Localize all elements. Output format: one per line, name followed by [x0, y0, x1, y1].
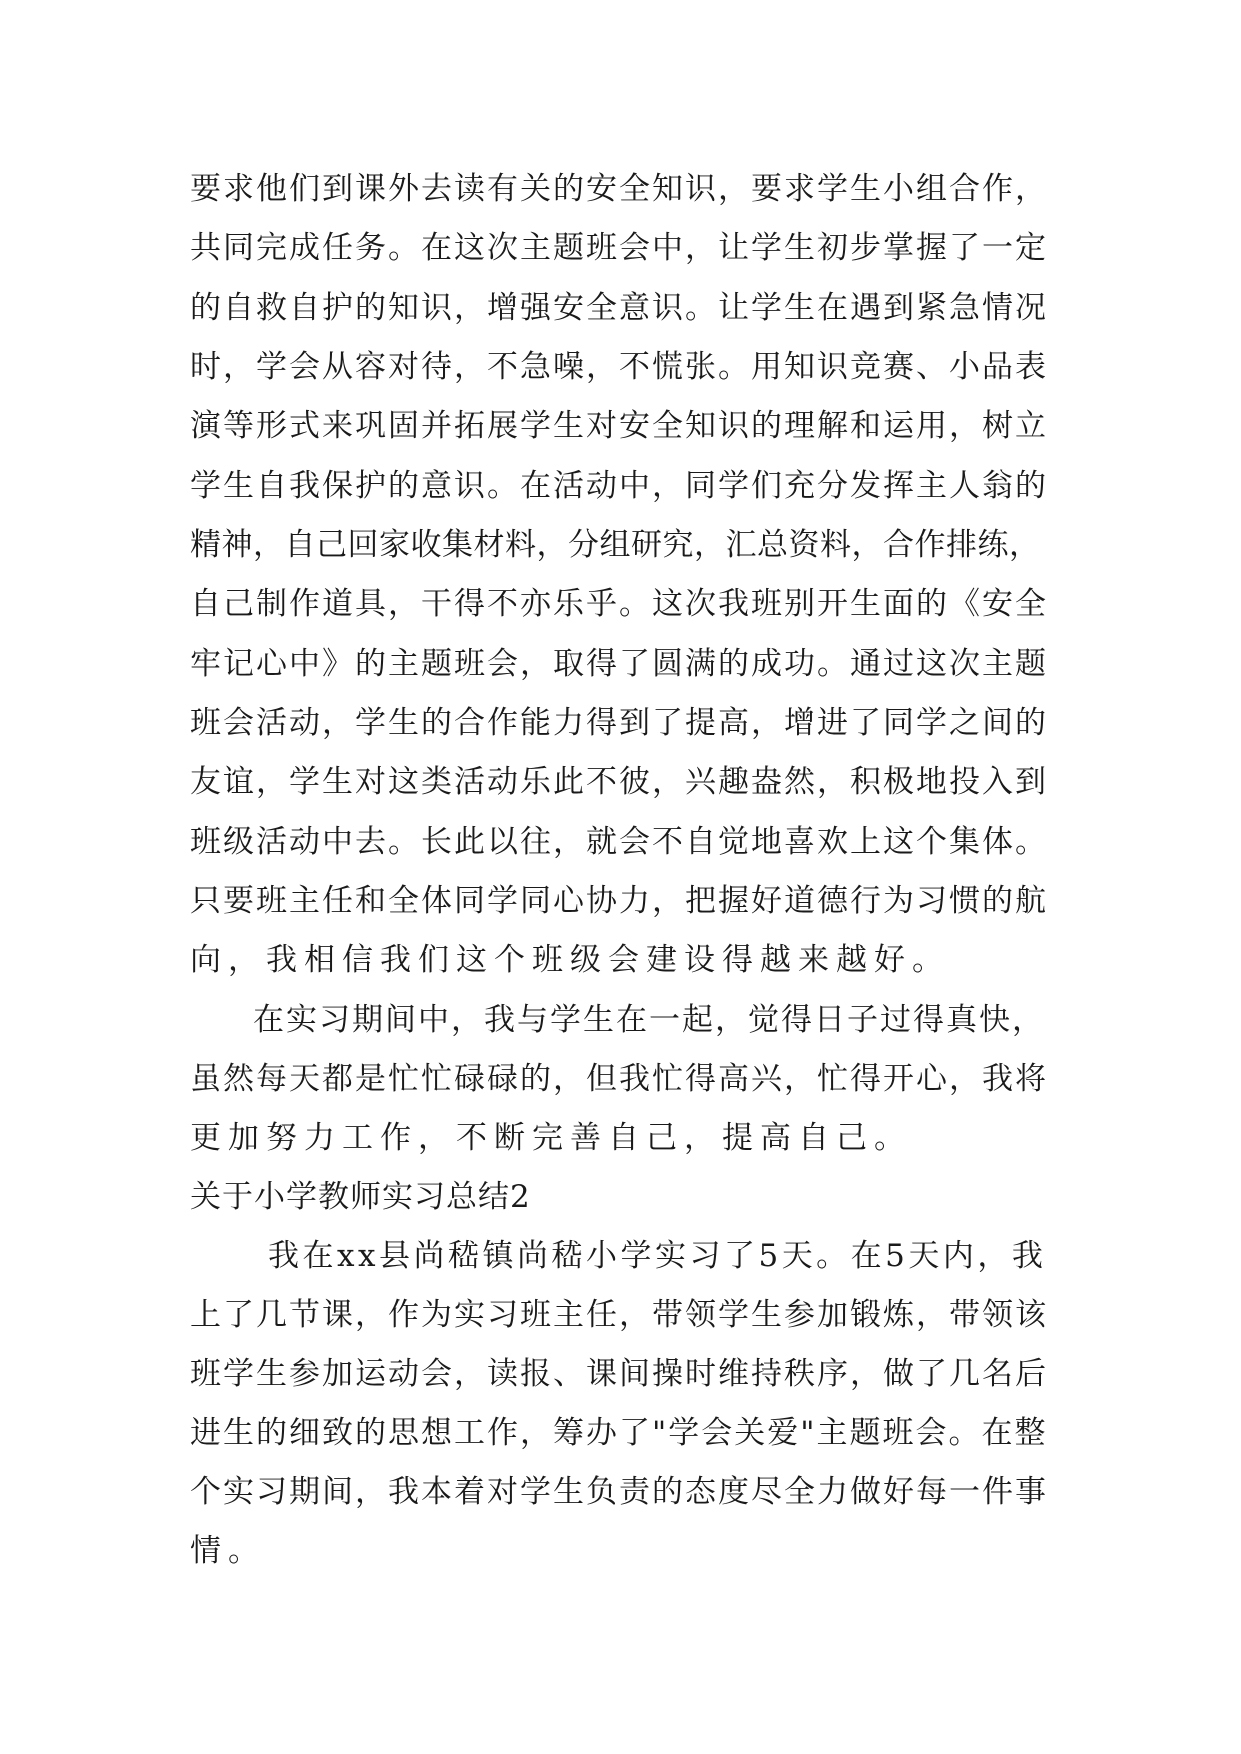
text-line: 更加努力工作，不断完善自己，提高自己。 [190, 1120, 912, 1156]
text-line: 个实习期间，我本着对学生负责的态度尽全力做好每一件事 [190, 1474, 1048, 1510]
text-line: 友谊，学生对这类活动乐此不彼，兴趣盎然，积极地投入到 [190, 764, 1048, 800]
text-line: 时，学会从容对待，不急噪，不慌张。用知识竞赛、小品表 [190, 349, 1048, 385]
text-line: 在实习期间中，我与学生在一起，觉得日子过得真快， [253, 1002, 1045, 1038]
section-heading: 关于小学教师实习总结2 [190, 1179, 531, 1215]
text-line: 共同完成任务。在这次主题班会中，让学生初步掌握了一定 [190, 230, 1048, 266]
text-line: 虽然每天都是忙忙碌碌的，但我忙得高兴，忙得开心，我将 [190, 1061, 1048, 1097]
text-line: 的自救自护的知识，增强安全意识。让学生在遇到紧急情况 [190, 290, 1048, 326]
text-line: 我在xx县尚嵇镇尚嵇小学实习了5天。在5天内，我 [268, 1238, 1047, 1274]
text-line: 班学生参加运动会，读报、课间操时维持秩序，做了几名后 [190, 1356, 1048, 1392]
text-line: 班会活动，学生的合作能力得到了提高，增进了同学之间的 [190, 705, 1048, 741]
text-line: 上了几节课，作为实习班主任，带领学生参加锻炼，带领该 [190, 1297, 1048, 1333]
text-line: 学生自我保护的意识。在活动中，同学们充分发挥主人翁的 [190, 468, 1048, 504]
text-line: 牢记心中》的主题班会，取得了圆满的成功。通过这次主题 [190, 646, 1048, 682]
text-line: 班级活动中去。长此以往，就会不自觉地喜欢上这个集体。 [190, 824, 1048, 860]
text-line: 进生的细致的思想工作，筹办了"学会关爱"主题班会。在整 [190, 1415, 1048, 1451]
text-line: 情。 [190, 1533, 266, 1569]
text-line: 演等形式来巩固并拓展学生对安全知识的理解和运用，树立 [190, 408, 1048, 444]
text-line: 要求他们到课外去读有关的安全知识，要求学生小组合作， [190, 171, 1048, 207]
text-line: 自己制作道具，干得不亦乐乎。这次我班别开生面的《安全 [190, 586, 1048, 622]
text-line: 只要班主任和全体同学同心协力，把握好道德行为习惯的航 [190, 883, 1048, 919]
text-line: 精神，自己回家收集材料，分组研究，汇总资料，合作排练， [190, 527, 1041, 563]
text-line: 向，我相信我们这个班级会建设得越来越好。 [190, 942, 950, 978]
